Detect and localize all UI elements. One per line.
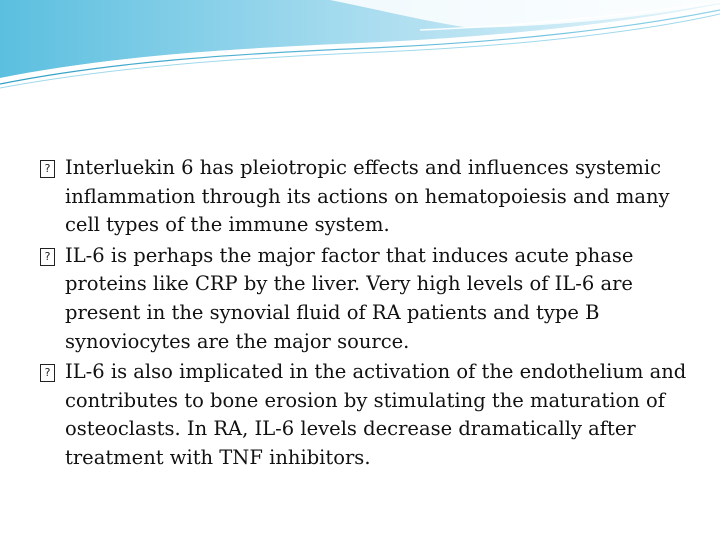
- bullet-item: [40, 358, 690, 472]
- bullet-list: [40, 154, 690, 475]
- bullet-text: Interluekin 6 has pleiotropic effects and influences systemic inflammation through its actions on hematopoiesis and many cell types of the immune system.: [65, 156, 670, 237]
- missing-glyph-icon: ?: [40, 364, 55, 382]
- header-wave-decoration: [0, 0, 720, 90]
- bullet-item: [40, 242, 690, 356]
- missing-glyph-icon: ?: [40, 248, 55, 266]
- bullet-item: [40, 154, 690, 240]
- bullet-text: IL-6 is also implicated in the activation of the endothelium and contributes to bone erosion by stimulating the maturation of osteoclasts. In RA, IL-6 levels decrease dramatically after treatment with TNF inhibitors.: [65, 360, 687, 469]
- missing-glyph-icon: ?: [40, 160, 55, 178]
- bullet-text: IL-6 is perhaps the major factor that induces acute phase proteins like CRP by the liver. Very high levels of IL-6 are present in the synovial fluid of RA patients and type B synoviocytes are the major source.: [65, 243, 634, 353]
